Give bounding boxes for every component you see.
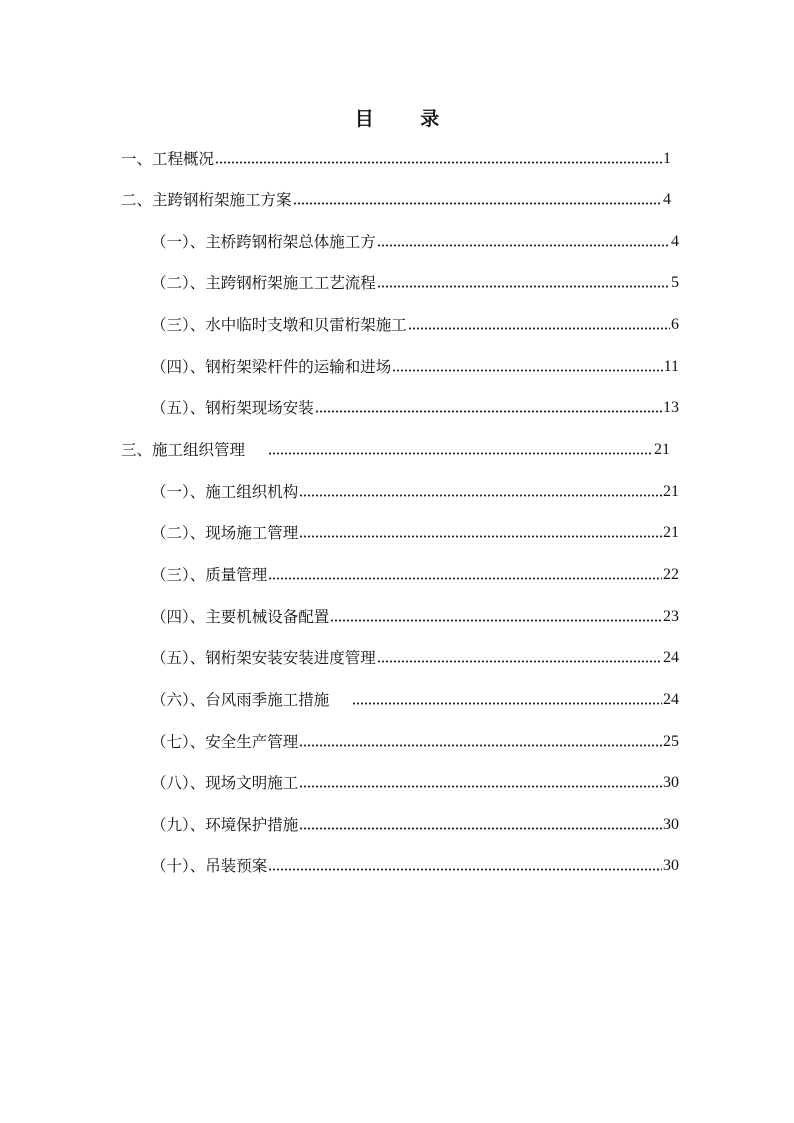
dot-leader (330, 605, 662, 629)
toc-entry[interactable] (151, 313, 679, 337)
dot-leader (352, 688, 662, 712)
toc-entry-label: （六）、台风雨季施工措施 (151, 691, 330, 709)
toc-entry-label: （四）、主要机械设备配置 (151, 608, 330, 626)
toc-entry[interactable] (121, 438, 670, 462)
dot-leader (392, 355, 662, 379)
toc-entry-page: 23 (663, 608, 679, 625)
toc-entry[interactable] (151, 854, 679, 878)
toc-entry-label: （三）、水中临时支墩和贝雷桁架施工 (151, 316, 407, 334)
dot-leader (268, 438, 653, 462)
toc-entry[interactable] (151, 563, 679, 587)
toc-entry[interactable] (151, 688, 679, 712)
dot-leader (315, 396, 662, 420)
dot-leader (299, 480, 662, 504)
toc-entry-label: （四）、钢桁架梁杆件的运输和进场 (151, 358, 392, 376)
toc-entry-label: （八）、现场文明施工 (151, 774, 299, 792)
dot-leader (268, 563, 662, 587)
toc-entry-page: 21 (663, 483, 679, 500)
toc-entry[interactable] (151, 771, 679, 795)
toc-entry-label: （二）、主跨钢桁架施工工艺流程 (151, 274, 376, 292)
toc-entry-page: 6 (671, 316, 679, 333)
dot-leader (377, 271, 670, 295)
toc-entry-page: 22 (663, 566, 679, 583)
toc-entry-page: 30 (663, 857, 679, 874)
toc-entry-page: 30 (663, 816, 679, 833)
toc-entry-label: （五）、钢桁架现场安装 (151, 399, 314, 417)
toc-entry-label: （十）、吊装预案 (151, 857, 268, 875)
toc-entry-page: 21 (654, 441, 670, 458)
dot-leader (215, 147, 662, 171)
toc-entry-page: 30 (663, 774, 679, 791)
toc-entry-label: （二）、现场施工管理 (151, 524, 299, 542)
toc-entry[interactable] (151, 646, 679, 670)
dot-leader (293, 188, 662, 212)
toc-entry-page: 21 (663, 524, 679, 541)
dot-leader (299, 521, 662, 545)
toc-entry-page: 24 (663, 649, 679, 666)
toc-entry-page: 5 (671, 274, 679, 291)
toc-entry[interactable] (121, 188, 671, 212)
dot-leader (377, 230, 670, 254)
toc-entry[interactable] (151, 813, 679, 837)
toc-entry-label: （九）、环境保护措施 (151, 816, 299, 834)
toc-entry[interactable] (151, 396, 679, 420)
toc-entry-label: （一）、施工组织机构 (151, 483, 299, 501)
toc-entry[interactable] (151, 271, 679, 295)
toc-entry[interactable] (151, 521, 679, 545)
dot-leader (268, 854, 662, 878)
toc-entry-label: 二、主跨钢桁架施工方案 (121, 191, 292, 209)
toc-entry[interactable] (151, 355, 679, 379)
toc-entry-page: 24 (663, 691, 679, 708)
toc-entry-page: 1 (663, 150, 671, 167)
toc-entry-label: 一、工程概况 (121, 150, 215, 168)
toc-title: 目 录 (354, 108, 460, 130)
toc-entry-page: 13 (663, 399, 679, 416)
toc-entry[interactable] (121, 147, 671, 171)
toc-entry-label: （一）、主桥跨钢桁架总体施工方 (151, 233, 376, 251)
toc-entry-page: 4 (663, 191, 671, 208)
toc-entry[interactable] (151, 480, 679, 504)
toc-entry-page: 25 (663, 733, 679, 750)
toc-entry[interactable] (151, 230, 679, 254)
toc-entry-page: 11 (663, 358, 679, 375)
toc-entry-label: （五）、钢桁架安装安装进度管理 (151, 649, 376, 667)
toc-entry-page: 4 (671, 233, 679, 250)
toc-entry[interactable] (151, 605, 679, 629)
dot-leader (299, 730, 662, 754)
toc-entry-label: 三、施工组织管理 (121, 441, 246, 459)
toc-entry[interactable] (151, 730, 679, 754)
dot-leader (408, 313, 670, 337)
dot-leader (299, 813, 662, 837)
dot-leader (299, 771, 662, 795)
toc-entry-label: （三）、质量管理 (151, 566, 268, 584)
dot-leader (377, 646, 662, 670)
toc-entry-label: （七）、安全生产管理 (151, 733, 299, 751)
